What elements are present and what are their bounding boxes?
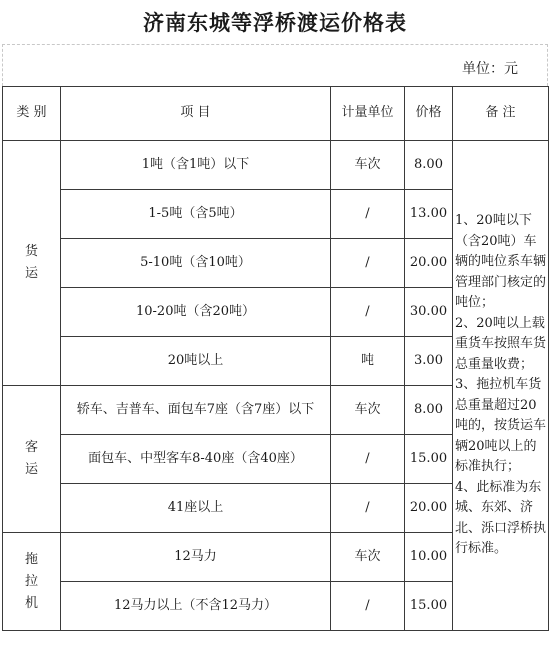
table-row — [3, 141, 549, 190]
remark-1: 1、20吨以下（含20吨）车辆的吨位系车辆管理部门核定的吨位； — [455, 213, 547, 311]
category-passenger: 客 运 — [3, 386, 61, 533]
price-cell: 13.00 — [405, 190, 453, 239]
measure-cell: / — [331, 190, 405, 239]
measure-cell: / — [331, 582, 405, 631]
item-cell: 41座以上 — [61, 484, 331, 533]
category-tractor: 拖 拉 机 — [3, 533, 61, 631]
price-cell: 20.00 — [405, 239, 453, 288]
measure-cell: / — [331, 484, 405, 533]
table-header-row — [3, 87, 549, 141]
remark-4: 4、此标准为东城、东郊、济北、泺口浮桥执行标准。 — [455, 479, 547, 557]
item-cell: 1吨（含1吨）以下 — [61, 141, 331, 190]
unit-label: 单位：元 — [462, 61, 518, 77]
price-table — [2, 86, 549, 631]
item-cell: 面包车、中型客车8-40座（含40座） — [61, 435, 331, 484]
item-cell: 20吨以上 — [61, 337, 331, 386]
item-cell: 1-5吨（含5吨） — [61, 190, 331, 239]
item-cell: 5-10吨（含10吨） — [61, 239, 331, 288]
item-cell: 12马力 — [61, 533, 331, 582]
header-remarks: 备 注 — [453, 87, 549, 141]
header-category: 类 别 — [3, 87, 61, 141]
header-item: 项 目 — [61, 87, 331, 141]
remark-2: 2、20吨以上载重货车按照车货总重量收费； — [455, 315, 547, 372]
price-cell: 15.00 — [405, 582, 453, 631]
page-title: 济南东城等浮桥渡运价格表 — [143, 11, 407, 35]
price-cell: 20.00 — [405, 484, 453, 533]
header-measure: 计量单位 — [331, 87, 405, 141]
measure-cell: 车次 — [331, 386, 405, 435]
price-cell: 3.00 — [405, 337, 453, 386]
measure-cell: 吨 — [331, 337, 405, 386]
price-cell: 8.00 — [405, 386, 453, 435]
remarks-cell — [453, 141, 549, 631]
item-cell: 12马力以上（不含12马力） — [61, 582, 331, 631]
header-price: 价格 — [405, 87, 453, 141]
category-freight: 货 运 — [3, 141, 61, 386]
price-cell: 8.00 — [405, 141, 453, 190]
remark-3: 3、拖拉机车货总重量超过20吨的，按货运车辆20吨以上的标准执行； — [455, 377, 547, 475]
item-cell: 10-20吨（含20吨） — [61, 288, 331, 337]
measure-cell: / — [331, 288, 405, 337]
measure-cell: / — [331, 435, 405, 484]
price-cell: 30.00 — [405, 288, 453, 337]
price-cell: 10.00 — [405, 533, 453, 582]
price-cell: 15.00 — [405, 435, 453, 484]
measure-cell: 车次 — [331, 533, 405, 582]
measure-cell: / — [331, 239, 405, 288]
measure-cell: 车次 — [331, 141, 405, 190]
item-cell: 轿车、吉普车、面包车7座（含7座）以下 — [61, 386, 331, 435]
